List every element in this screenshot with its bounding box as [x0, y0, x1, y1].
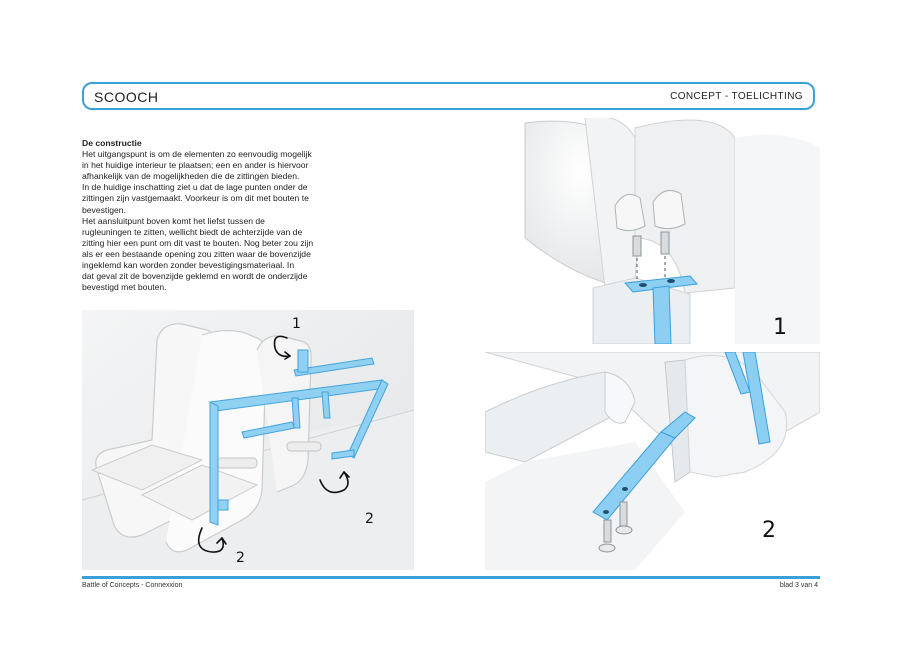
body-line: bevestigen.	[82, 204, 126, 215]
body-line: bevestigd met bouten.	[82, 282, 167, 293]
seats-label-2a: 2	[365, 511, 374, 527]
body-text	[82, 138, 382, 293]
body-line: ingeklemd kan worden zonder bevestigingsmateriaal. In	[82, 260, 295, 271]
page-number: blad 3 van 4	[779, 582, 818, 589]
detail-bottom-svg	[485, 352, 820, 570]
body-line: Het aansluitpunt boven komt het liefst tussen de	[82, 215, 265, 226]
page-subtitle: CONCEPT - TOELICHTING	[670, 91, 803, 102]
body-line: in het huidige interieur te plaatsen; een en ander is hiervoor	[82, 160, 309, 171]
body-line: zittingen zijn vastgemaakt. Voorkeur is om dit met bouten te	[82, 193, 309, 204]
seats-illustration	[82, 310, 414, 570]
footer-divider	[82, 576, 820, 579]
body-line: Het uitgangspunt is om de elementen zo eenvoudig mogelijk	[82, 149, 312, 160]
seats-label-2b: 2	[236, 550, 245, 566]
detail-bottom-illustration	[485, 352, 820, 570]
body-line: zitting hier een punt om dit vast te bouten. Nog beter zou zijn	[82, 237, 314, 248]
detail-top-svg	[485, 118, 820, 344]
body-line: afhankelijk van de mogelijkheden die de zittingen bieden.	[82, 171, 300, 182]
seats-label-1: 1	[292, 316, 301, 332]
body-line: als er een bestaande opening zou zitten waar de bovenzijde	[82, 248, 311, 259]
footer-left-text: Battle of Concepts - Connexxion	[82, 582, 183, 589]
section-heading: De constructie	[82, 138, 142, 148]
detail-top-label: 1	[773, 315, 787, 340]
body-line: rugleuningen te zitten, wellicht biedt de achterzijde van de	[82, 226, 303, 237]
page-title: SCOOCH	[94, 89, 159, 105]
header-bar	[82, 82, 815, 110]
detail-bottom-label: 2	[762, 518, 776, 543]
body-line: In de huidige inschatting ziet u dat de lage punten onder de	[82, 182, 308, 193]
seats-illustration-svg	[82, 310, 414, 570]
body-line: dat geval zit de bovenzijde geklemd en wordt de onderzijde	[82, 271, 308, 282]
detail-top-illustration	[485, 118, 820, 344]
